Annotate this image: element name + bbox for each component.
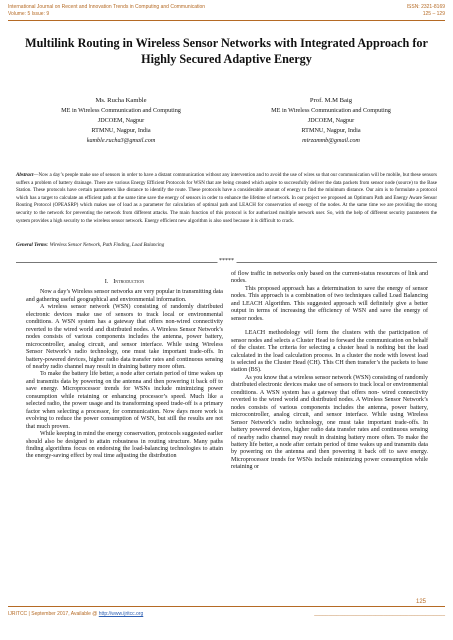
abstract-label: Abstract xyxy=(16,172,34,178)
author-college: JDCOEM, Nagpur xyxy=(307,117,355,124)
paragraph: While keeping in mind the energy conservation, protocols suggested earlier should also be designed to attain robustness in routing structure. Many paths finding algorithms focus on endorsing the load-balancing technologies to attain the energy-saving effect by real time adjusting the distribution xyxy=(26,431,223,460)
journal-name: International Journal on Recent and Innovation Trends in Computing and Communication xyxy=(8,4,206,10)
author-block-1 xyxy=(26,96,216,146)
left-column xyxy=(26,270,223,461)
journal-pages: 125 – 129 xyxy=(422,11,445,17)
paragraph: Now a day’s Wireless sensor networks are very popular in transmitting data and gathering useful geographical and environmental information. xyxy=(26,289,223,303)
paragraph: This proposed approach has a determination to save the energy of sensor nodes. This approach is a combination of two techniques called Load Balancing and LEACH Algorithm. This suggested approach will definitely give a better output in terms of increasing the efficiency of WSN and save the energy of sensor nodes. xyxy=(231,285,428,322)
title-line-1: Multilink Routing in Wireless Sensor Networks with Integrated Approach for xyxy=(25,36,428,50)
right-column xyxy=(231,271,428,472)
author-name: Ms. Rucha Kamble xyxy=(95,97,147,104)
section-heading xyxy=(26,278,223,285)
section-number: I. xyxy=(104,278,109,285)
header-rule xyxy=(8,20,445,21)
paragraph: A wireless sensor network (WSN) consisting of randomly distributed electronic devices make use of sensors to track local or environmental conditions. A WSN system has a gateway that offers non-wired connectivity reverted to the wired world and distributed nodes. A Wireless Sensor Network’s nodes consists of various components includes the antenna, power battery, microcontroller, analog circuit, and sensor interface. While using Wireless Sensor Network’s radio technology, one must take important trade-offs. In battery-powered devices, higher radio data transfer rates and continuous sensing of nearby radio channel may result in draining battery more often. xyxy=(26,304,223,370)
footer-rule xyxy=(8,606,445,607)
title-line-2: Highly Secured Adaptive Energy xyxy=(141,52,312,66)
footer-link[interactable]: http://www.ijritcc.org xyxy=(98,611,144,617)
author-university: RTMNU, Nagpur, India xyxy=(91,127,151,134)
paragraph: of flow traffic in networks only based on the current-status resources of link and nodes. xyxy=(231,271,428,285)
paragraph: LEACH methodology will form the clusters with the participation of sensor nodes and selects a Cluster Head to forward the communication on behalf of the cluster. The criteria for selecting a cluster head is nothing but the load calculated in the load calculation process. In a cluster the node with lowest load is selected as the Cluster Head (CH). This CH then transfer’s the packets to base station (BS). xyxy=(231,330,428,374)
abstract-text: —Now a day’s people make use of sensors in order to have a distant communication without any intervention and to avoid the use of wires so that our communication will be mobile, but these sensors suffers a problem of battery drainage. There are various Energy Efficient Protocols for WSN that are being created which aspire to successfully deliver the data packets from sensor node (source) to the Base Station. These protocols have certain parameters like distance to identify the route. These protocols have a considerable amount of energy to find the minimum distance. Our aim is to formulate a protocol which has a target to calculate an efficient path at the same time save the energy of sensors in order to enhance the lifetime of network. In our project we proposed an Optimum Path and Energy Aware Sensor Routing Protocol (OPEASRP) which makes use of load as a parameter for calculation of optimal path and LEACH for conservation of energy of the nodes. At the same time we are providing the strong security to the network for preventing the network from different attacks. The main function of this protocol is for authorized multiple network user. So, with the help of different security parameters the system provides a high security to the wireless sensor network. Energy efficient new algorithm is also used because it is difficult to crack. xyxy=(16,172,437,224)
general-terms-text: : Wireless Sensor Network, Path Finding, Load Balancing xyxy=(46,242,165,248)
author-name: Prof. M.M Baig xyxy=(309,97,353,104)
footer-text: IJRITCC | September 2017, Available @ xyxy=(8,611,99,617)
section-separator xyxy=(16,259,437,265)
paragraph: To make the battery life better, a node after certain period of time wakes up and transmits data by powering on the antenna and then powering it back off to save energy. Microprocessor trends for WSNs include minimizing power consumption while retaining or enhancing processor’s speed. Much like a selected radio, the power usage and its transforming speed trade-off is a primary factor when selecting a processor, for communication. Now days more work is evolving to reduce the power consumption of WSN, but still the results are not that much proven. xyxy=(26,371,223,430)
footer-rule-text: _______________________________________________ xyxy=(314,611,445,617)
author-email[interactable]: kamble.rucha3@gmail.com xyxy=(86,137,156,144)
page-footer xyxy=(8,611,445,617)
paragraph: As you know that a wireless sensor network (WSN) consisting of randomly distributed electronic devices make use of sensors to track local or environmental conditions. A WSN system has a gateway that offers non- wired connectivity reverted to the wired world and distributed nodes. A Wireless Sensor Network’s nodes consists of various components includes the antenna, power battery, microcontroller, analog circuit, and sensor interface. While using Wireless Sensor Network’s radio technology, one must take important trade-offs. In battery powered devices, higher radio data transfer rates and continuous sensing of nearby radio channel may result in draining battery more often. To make the battery life better, a node after certain period of time wakes up and transmits data by powering on the antenna and then powering it back off to save energy. Microprocessor trends for WSNs include minimizing power consumption while retaining or xyxy=(231,374,428,471)
page-number: 125 xyxy=(415,599,426,605)
journal-volume: Volume: 5 Issue: 9 xyxy=(8,11,50,17)
abstract xyxy=(16,172,437,225)
author-email[interactable]: mirzammb@gmail.com xyxy=(302,137,360,144)
general-terms-label: General Terms xyxy=(16,242,47,248)
author-dept: ME in Wireless Communication and Computing xyxy=(271,107,391,114)
author-college: JDCOEM, Nagpur xyxy=(97,117,145,124)
paper-title xyxy=(14,35,439,67)
general-terms xyxy=(16,242,437,250)
section-title: Introduction xyxy=(113,278,145,285)
journal-issn: ISSN: 2321-8169 xyxy=(406,4,445,10)
author-block-2 xyxy=(236,96,426,146)
author-university: RTMNU, Nagpur, India xyxy=(301,127,361,134)
author-dept: ME in Wireless Communication and Computing xyxy=(61,107,181,114)
page-header xyxy=(8,4,445,26)
separator-stars: ***** xyxy=(219,258,234,264)
